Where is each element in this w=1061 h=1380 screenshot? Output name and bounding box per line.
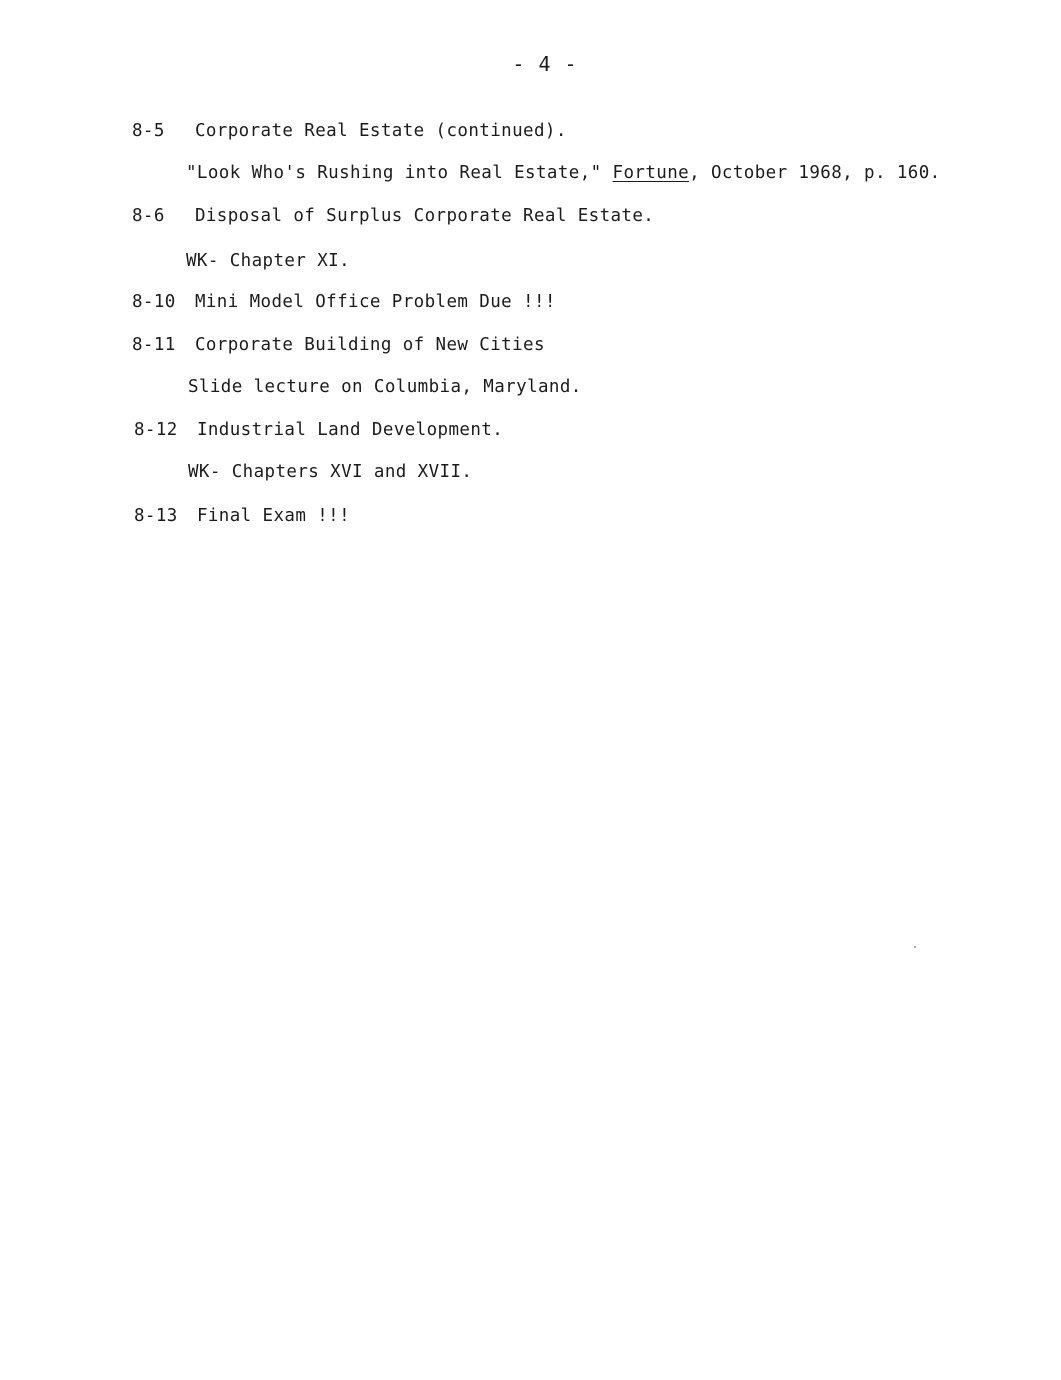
reading-text: WK- Chapter XI. — [186, 251, 351, 271]
entry-title: Industrial Land Development. — [196, 420, 504, 440]
reading-source: Fortune — [612, 163, 690, 183]
reading-details: , October 1968, p. 160. — [689, 163, 941, 183]
schedule-entry-8-12 — [134, 420, 503, 440]
scan-speck — [914, 946, 916, 948]
entry-date: 8-5 — [132, 121, 165, 141]
schedule-entry-8-13 — [134, 506, 350, 526]
reading-wk-chapter-xi — [186, 251, 350, 271]
entry-date: 8-11 — [132, 335, 176, 355]
entry-title: Disposal of Surplus Corporate Real Estate. — [194, 206, 655, 226]
entry-date: 8-6 — [132, 206, 165, 226]
entry-title: Corporate Building of New Cities — [194, 335, 545, 355]
reading-fortune-article — [186, 163, 941, 183]
reading-wk-chapters-xvi-xvii — [188, 462, 472, 482]
schedule-entry-8-6 — [132, 206, 654, 226]
reading-text: Slide lecture on Columbia, Maryland. — [188, 377, 582, 397]
schedule-entry-8-5 — [132, 121, 567, 141]
entry-title: Corporate Real Estate (continued). — [194, 121, 567, 141]
reading-slide-lecture — [188, 377, 582, 397]
schedule-entry-8-11 — [132, 335, 545, 355]
reading-text: WK- Chapters XVI and XVII. — [188, 462, 473, 482]
page-number: - 4 - — [512, 52, 578, 76]
reading-citation: "Look Who's Rushing into Real Estate," — [186, 163, 602, 183]
schedule-entry-8-10 — [132, 292, 556, 312]
entry-date: 8-10 — [132, 292, 176, 312]
entry-date: 8-12 — [134, 420, 178, 440]
entry-title: Final Exam !!! — [196, 506, 351, 526]
entry-date: 8-13 — [134, 506, 178, 526]
entry-title: Mini Model Office Problem Due !!! — [194, 292, 556, 312]
